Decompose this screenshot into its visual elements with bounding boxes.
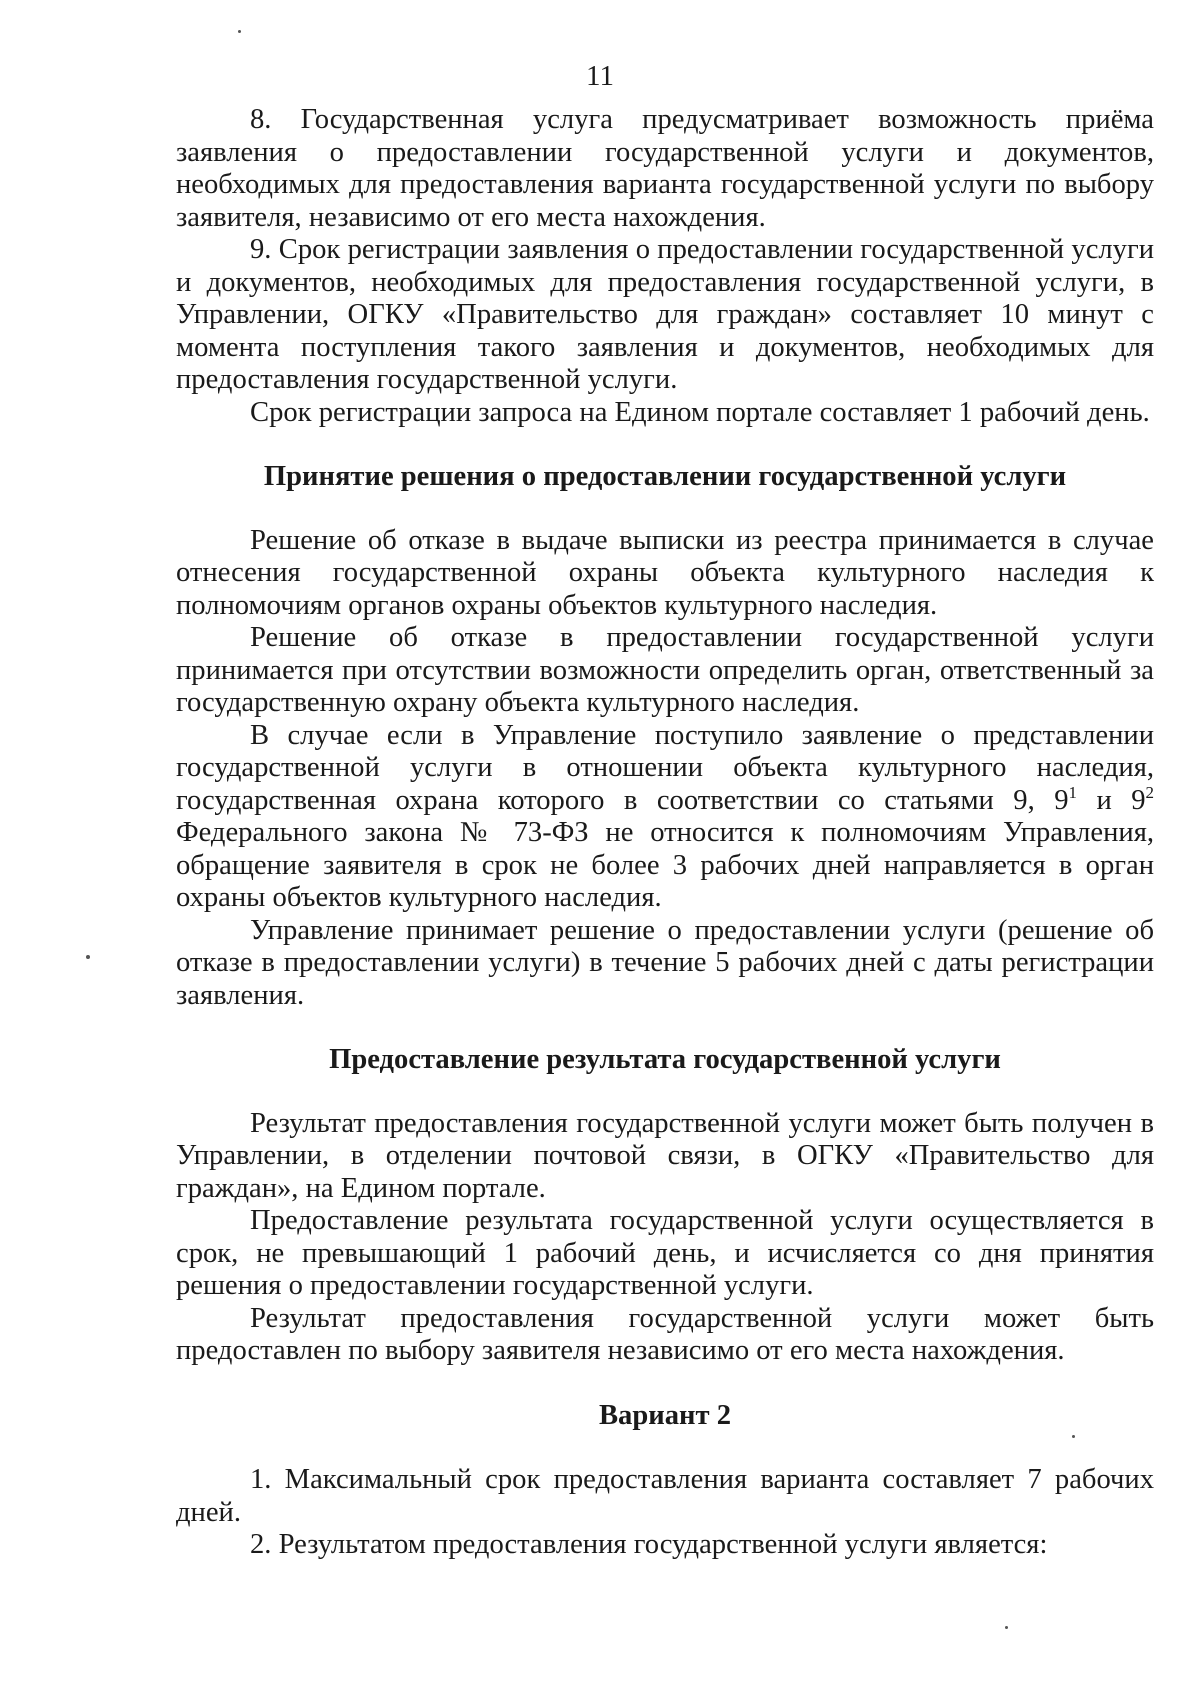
paragraph-decision-3-text-a: В случае если в Управление поступило заявление о представлении государственной услуги в отношении объекта культурного наследия, государственная охрана которого в соответствии со статьями 9, 9 bbox=[176, 719, 1154, 816]
paragraph-variant-1: 1. Максимальный срок предоставления варианта составляет 7 рабочих дней. bbox=[176, 1464, 1154, 1528]
paragraph-item-9: 9. Срок регистрации заявления о предоставлении государственной услуги и документов, необходимых для предоставления государственной услуги, в Управлении, ОГКУ «Правительство для граждан» составляет 10 минут с момента поступления такого заявления и документов, необходимых для предоставления государственной услуги. bbox=[176, 234, 1154, 395]
scan-speck bbox=[1072, 1435, 1075, 1438]
paragraph-decision-4: Управление принимает решение о предоставлении услуги (решение об отказе в предоставлении услуги) в течение 5 рабочих дней с даты регистрации заявления. bbox=[176, 914, 1154, 1011]
paragraph-decision-3 bbox=[176, 720, 1154, 915]
document-body bbox=[176, 104, 1154, 1562]
paragraph-decision-3-text-b: и 9 bbox=[1077, 784, 1146, 816]
scan-speck bbox=[86, 955, 90, 959]
paragraph-decision-3-text-c: Федерального закона № 73-ФЗ не относится к полномочиям Управления, обращение заявителя в срок не более 3 рабочих дней направляется в орган охраны объектов культурного наследия. bbox=[176, 817, 1154, 913]
page-number: 11 bbox=[586, 60, 614, 92]
paragraph-variant-2: 2. Результатом предоставления государственной услуги является: bbox=[250, 1529, 1048, 1560]
scan-speck bbox=[238, 30, 241, 33]
superscript-1: 1 bbox=[1068, 782, 1077, 802]
paragraph-result-3: Результат предоставления государственной услуги может быть предоставлен по выбору заявителя независимо от его места нахождения. bbox=[176, 1302, 1154, 1366]
paragraph-decision-1: Решение об отказе в выдаче выписки из реестра принимается в случае отнесения государственной охраны объекта культурного наследия к полномочиям органов охраны объектов культурного наследия. bbox=[176, 524, 1154, 621]
paragraph-decision-2: Решение об отказе в предоставлении государственной услуги принимается при отсутствии возможности определить орган, ответственный за государственную охрану объекта культурного наследия. bbox=[176, 622, 1154, 718]
paragraph-portal-registration: Срок регистрации запроса на Едином портале составляет 1 рабочий день. bbox=[250, 396, 1150, 428]
section-heading-result: Предоставление результата государственной услуги bbox=[329, 1044, 1001, 1075]
paragraph-item-8: 8. Государственная услуга предусматривает возможность приёма заявления о предоставлении государственной услуги и документов, необходимых для предоставления варианта государственной услуги по выбору заявителя, независимо от его места нахождения. bbox=[176, 104, 1154, 233]
paragraph-result-1: Результат предоставления государственной услуги может быть получен в Управлении, в отделении почтовой связи, в ОГКУ «Правительство для граждан», на Едином портале. bbox=[176, 1107, 1154, 1204]
section-heading-variant-2: Вариант 2 bbox=[598, 1399, 731, 1431]
scan-speck bbox=[1005, 1626, 1008, 1629]
section-heading-decision: Принятие решения о предоставлении государственной услуги bbox=[263, 461, 1067, 492]
paragraph-result-2: Предоставление результата государственной услуги осуществляется в срок, не превышающий 1 рабочий день, и исчисляется со дня принятия решения о предоставлении государственной услуги. bbox=[176, 1205, 1154, 1301]
superscript-2: 2 bbox=[1145, 782, 1154, 802]
